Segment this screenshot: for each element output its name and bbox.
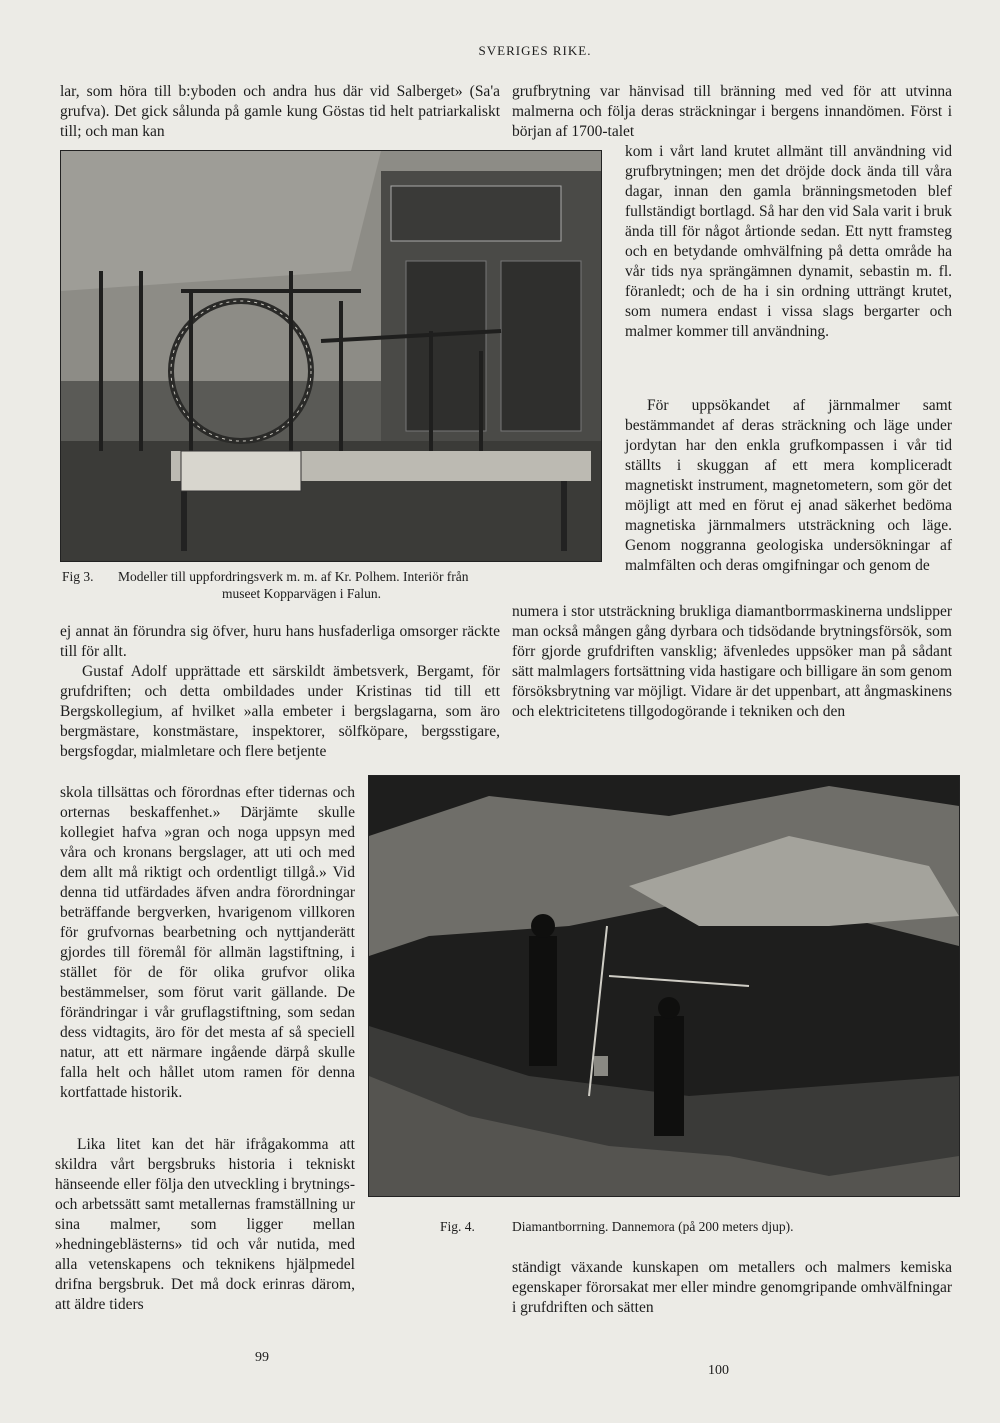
right-paragraph-3: För uppsökandet af järnmalmer samt bestämmandet af deras sträckning och läge under jordytan har den enkla grufkompassen i vår tid ställts i skuggan af ett mera kompliceradt magnetiskt instrument, magnetometern, som gör det möjligt att med en förut ej anad säkerhet bedöma magnetiska järnmalmers utsträckning och läge. Genom noggranna geologiska undersökningar af malmfälten och deras omgifningar och genom de bbox=[625, 397, 952, 574]
left-paragraph-2: ej annat än förundra sig öfver, huru hans husfaderliga omsorger räckte till för allt. bbox=[60, 623, 500, 660]
figure-3-label: Fig 3. bbox=[62, 569, 94, 584]
figure-3-photo bbox=[60, 150, 602, 562]
right-paragraph-4: numera i stor utsträckning brukliga diamantborrmaskinerna undslipper man också mången gång dyrbara och tidsödande brytningsförsök, som förr gjorde grufdriften vansklig; äfvenledes uppsöker man på sådant sätt malmlagers fortsättning vida hastigare och billigare än som genom försöksbrytning var möjligt. Vidare är det uppenbart, att ångmaskinens och elektricitetens tillgodogörande i tekniken och den bbox=[512, 603, 952, 720]
left-paragraph-5a: Lika litet kan det här ifrågakomma att skildra vårt bergsbruks historia i tekniskt hänseende eller följa den utveckling i brytnings- och arbetssätt samt metallernas framställning ur sina malmer, som ligger mellan »hedningeblästerns» tid och vår nutida, med alla vetenskapens och teknikens hjälpmedel drifna bergsbruk. Det må dock erinras därom, att äldre tiders bbox=[55, 1136, 355, 1313]
left-paragraph-1: lar, som höra till b:yboden och andra hus där vid Salberget» (Sa'a grufva). Det gick sålunda på gamle kung Göstas tid helt patriarkaliskt till; och man kan bbox=[60, 83, 500, 140]
figure-4-photo bbox=[368, 775, 960, 1197]
right-paragraph-2: kom i vårt land krutet allmänt till användning vid grufbrytningen; men det dröjde dock ända till våra dagar, innan den gamla bränningsmetoden blef fullständigt bortlagd. Så har den vid Sala varit i bruk ända till för något årtionde sedan. Ett nytt framsteg och en betydande omhvälfning på detta område ha vår tids nya sprängämnen dynamit, sebastin m. fl. föranledt; och de ha i sin ordning utträngt krutet, som numera endast i vissa slags bergarter och malmer kommer till användning. bbox=[625, 143, 952, 340]
running-header: SVERIGES RIKE. bbox=[478, 43, 592, 58]
figure-3-caption-line-1: Modeller till uppfordringsverk m. m. af Kr. Polhem. Interiör från bbox=[118, 569, 469, 584]
right-paragraph-1: grufbrytning var hänvisad till bränning med ved för att utvinna malmerna och följa deras sträckningar i bergens innandömen. Först i början af 1700-talet bbox=[512, 83, 952, 140]
right-paragraph-5: ständigt växande kunskapen om metallers och malmers kemiska egenskaper förorsakat mer eller mindre genomgripande omhvälfningar i grufdriften och sätten bbox=[512, 1259, 952, 1316]
left-paragraph-4: skola tillsättas och förordnas efter tidernas och orternas beskaffenhet.» Därjämte skulle kollegiet hafva »gran och noga uppsyn med våra och kronans bergslager, att uti och med dem allt må riktigt och ordentligt tillgå.» Vid denna tid utfärdades äfven andra förordningar beträffande bergverken, hvarigenom villkoren för grufvornas bearbetning och nyttjanderätt gjordes till föremål för allmän lagstiftning, i stället för de för olika grufvor olika bestämmelser, som förut varit gällande. De förändringar i vår gruflagstiftning, som sedan dess vidtagits, äro för det mesta af så speciell natur, att ett närmare ingående därpå skulle falla helt och hållet utom ramen för denna kortfattade historik. bbox=[60, 784, 355, 1101]
figure-4-label: Fig. 4. bbox=[440, 1219, 475, 1234]
museum-models-image bbox=[61, 151, 601, 561]
figure-3-caption-line-2: museet Kopparvägen i Falun. bbox=[222, 586, 381, 601]
page-number-left: 99 bbox=[255, 1350, 269, 1365]
diamond-drilling-image bbox=[369, 776, 959, 1196]
left-paragraph-3: Gustaf Adolf upprättade ett särskildt ämbetsverk, Bergamt, för grufdriften; och detta ombildades under Kristinas tid till ett Bergskollegium, af hvilket »alla embeter i bergslagarna, som äro bergmästare, konstmästare, inspektorer, sölfköpare, bergsstigare, bergsfogdar, mialmletare och flere betjente bbox=[60, 663, 500, 760]
page-number-right: 100 bbox=[708, 1363, 729, 1378]
figure-4-caption: Diamantborrning. Dannemora (på 200 meters djup). bbox=[512, 1219, 794, 1234]
